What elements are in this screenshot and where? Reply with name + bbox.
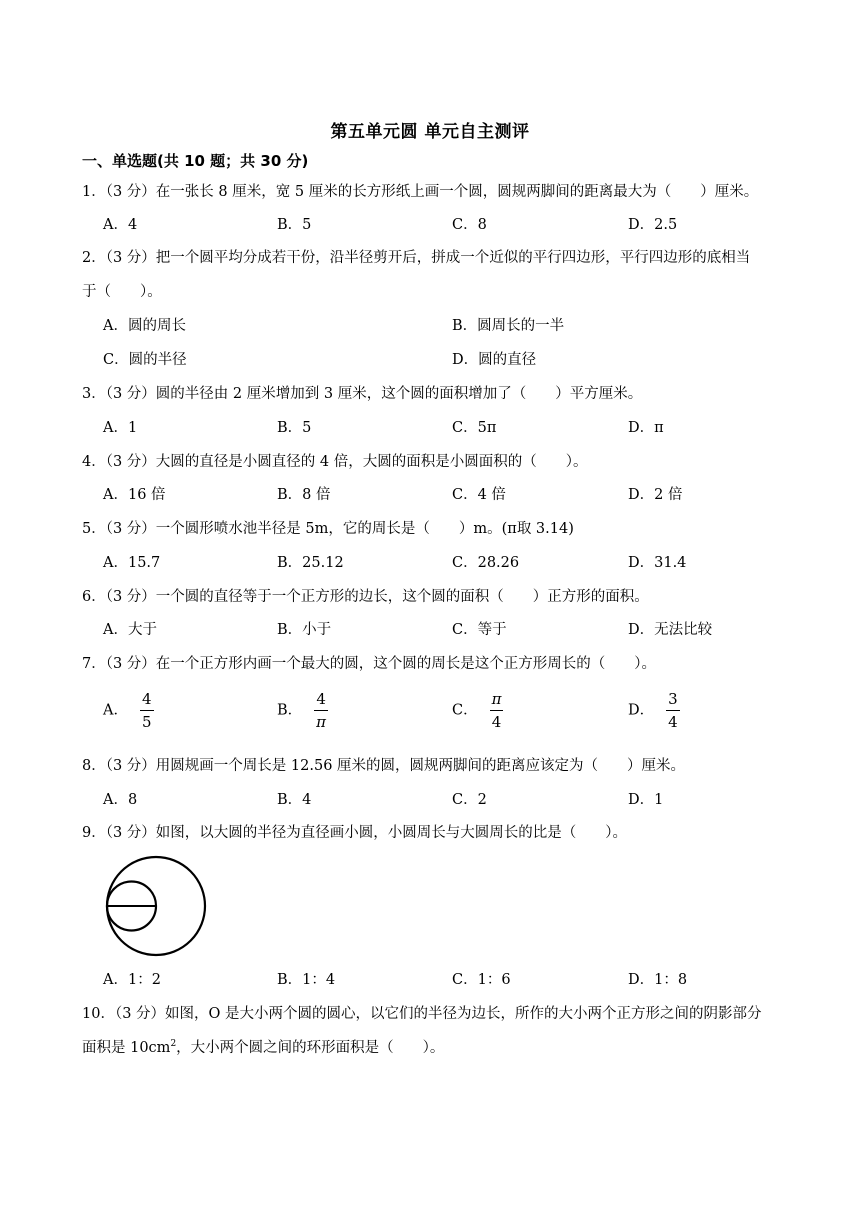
question-10-stem-line2: 面积是 $10cm^2$，大小两个圆之间的环形面积是（ ）。	[82, 1039, 445, 1056]
q7-option-b[interactable]	[277, 690, 328, 731]
q4-option-b[interactable]: B．8 倍	[277, 487, 331, 503]
q9-option-d[interactable]: D．1：8	[628, 972, 688, 988]
q7-option-c-label: C．	[452, 702, 478, 719]
q7-option-d-label: D．	[628, 702, 655, 719]
q1-option-c[interactable]: C．8	[452, 217, 487, 233]
question-9-stem: 9．（3 分）如图，以大圆的半径为直径画小圆，小圆周长与大圆周长的比是（ ）。	[82, 825, 628, 841]
q7-option-a-label: A．	[103, 702, 128, 719]
question-2-stem-line2: 于（ ）。	[82, 284, 162, 300]
q9-option-a[interactable]: A．1：2	[103, 972, 161, 988]
q5-option-d[interactable]: D．31.4	[628, 555, 687, 571]
q9-option-c[interactable]: C．1：6	[452, 972, 511, 988]
question-8-stem: 8．（3 分）用圆规画一个周长是 12.56 厘米的圆，圆规两脚间的距离应该定为（ ）厘米。	[82, 758, 686, 774]
circles-diagram	[102, 850, 212, 960]
q2-option-c[interactable]: C．圆的半径	[103, 352, 187, 368]
q7-option-d[interactable]	[628, 690, 680, 731]
circles-figure	[102, 850, 212, 964]
q3-option-c[interactable]: C．5π	[452, 420, 497, 436]
q7-option-d-fraction: $\frac{3}{4}$	[668, 690, 678, 731]
question-3-stem: 3．（3 分）圆的半径由 2 厘米增加到 3 厘米，这个圆的面积增加了（ ）平方厘米。	[82, 386, 643, 402]
q6-option-b[interactable]: B．小于	[277, 622, 332, 638]
q4-option-d[interactable]: D．2 倍	[628, 487, 683, 503]
page-title: 第五单元圆 单元自主测评	[330, 122, 530, 142]
question-6-stem: 6．（3 分）一个圆的直径等于一个正方形的边长，这个圆的面积（ ）正方形的面积。	[82, 589, 649, 605]
q4-option-c[interactable]: C．4 倍	[452, 487, 506, 503]
q6-option-c[interactable]: C．等于	[452, 622, 507, 638]
q8-option-b[interactable]: B．4	[277, 792, 312, 808]
q7-option-a[interactable]	[103, 690, 154, 731]
q9-option-b[interactable]: B．1：4	[277, 972, 336, 988]
q6-option-d[interactable]: D．无法比较	[628, 622, 713, 638]
q2-option-b[interactable]: B．圆周长的一半	[452, 318, 565, 334]
q2-option-d[interactable]: D．圆的直径	[452, 352, 537, 368]
q5-option-c[interactable]: C．28.26	[452, 555, 520, 571]
q2-option-a[interactable]: A．圆的周长	[103, 318, 186, 334]
q7-option-b-label: B．	[277, 702, 303, 719]
q8-option-c[interactable]: C．2	[452, 792, 487, 808]
question-4-stem: 4．（3 分）大圆的直径是小圆直径的 4 倍，大圆的面积是小圆面积的（ ）。	[82, 454, 588, 470]
q7-option-c-fraction: $\frac{\pi}{4}$	[491, 690, 502, 731]
q7-option-b-fraction: $\frac{4}{\pi}$	[316, 690, 327, 731]
q7-option-a-fraction: $\frac{4}{5}$	[141, 690, 152, 731]
question-10-stem-line1: 10．（3 分）如图，O 是大小两个圆的圆心，以它们的半径为边长，所作的大小两个正方形之间的阴影部分	[82, 1006, 762, 1022]
q8-option-d[interactable]: D．1	[628, 792, 664, 808]
question-7-stem: 7．（3 分）在一个正方形内画一个最大的圆，这个圆的周长是这个正方形周长的（ ）。	[82, 656, 657, 672]
q3-option-a[interactable]: A．1	[103, 420, 138, 436]
q5-option-a[interactable]: A．15.7	[103, 555, 161, 571]
question-2-stem-line1: 2．（3 分）把一个圆平均分成若干份，沿半径剪开后，拼成一个近似的平行四边形，平行四边形的底相当	[82, 250, 751, 266]
q3-option-d[interactable]: D．π	[628, 420, 664, 436]
question-1-stem: 1．（3 分）在一张长 8 厘米，宽 5 厘米的长方形纸上画一个圆，圆规两脚间的距离最大为（ ）厘米。	[82, 184, 759, 200]
section-heading: 一、单选题(共 10 题；共 30 分)	[82, 152, 309, 170]
q1-option-a[interactable]: A．4	[103, 217, 138, 233]
q3-option-b[interactable]: B．5	[277, 420, 312, 436]
q1-option-d[interactable]: D．2.5	[628, 217, 678, 233]
q7-option-c[interactable]	[452, 690, 503, 731]
q6-option-a[interactable]: A．大于	[103, 622, 157, 638]
question-5-stem: 5．（3 分）一个圆形喷水池半径是 5m，它的周长是（ ）m。(π取 3.14)	[82, 521, 574, 537]
q1-option-b[interactable]: B．5	[277, 217, 312, 233]
q4-option-a[interactable]: A．16 倍	[103, 487, 166, 503]
q8-option-a[interactable]: A．8	[103, 792, 138, 808]
q5-option-b[interactable]: B．25.12	[277, 555, 344, 571]
